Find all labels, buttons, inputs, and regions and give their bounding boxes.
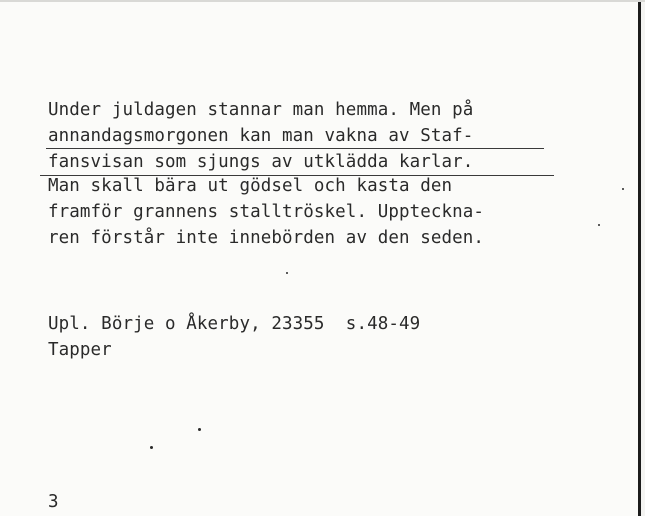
text-line-1: Under juldagen stannar man hemma. Men på: [48, 100, 474, 120]
underline-rule-1: [46, 148, 544, 149]
recorder-name: Tapper: [48, 340, 112, 360]
speck-mark: [198, 428, 201, 431]
text-line-5: framför grannens stalltröskel. Uppteckna-: [48, 202, 485, 222]
underline-rule-2: [40, 175, 554, 176]
text-line-4: Man skall bära ut gödsel och kasta den: [48, 176, 453, 196]
speck-mark: [622, 188, 624, 190]
text-line-2: annandagsmorgonen kan man vakna av Staf-: [48, 126, 474, 146]
card-top-edge: [0, 0, 645, 2]
text-line-3: fansvisan som sjungs av utklädda karlar.: [48, 152, 474, 172]
speck-mark: [286, 272, 288, 274]
reference-line: Upl. Börje o Åkerby, 23355 s.48-49: [48, 314, 421, 334]
speck-mark: [598, 224, 600, 226]
speck-mark: [150, 446, 153, 449]
text-line-6: ren förstår inte innebörden av den seden.: [48, 228, 485, 248]
page-number: 3: [48, 492, 59, 512]
